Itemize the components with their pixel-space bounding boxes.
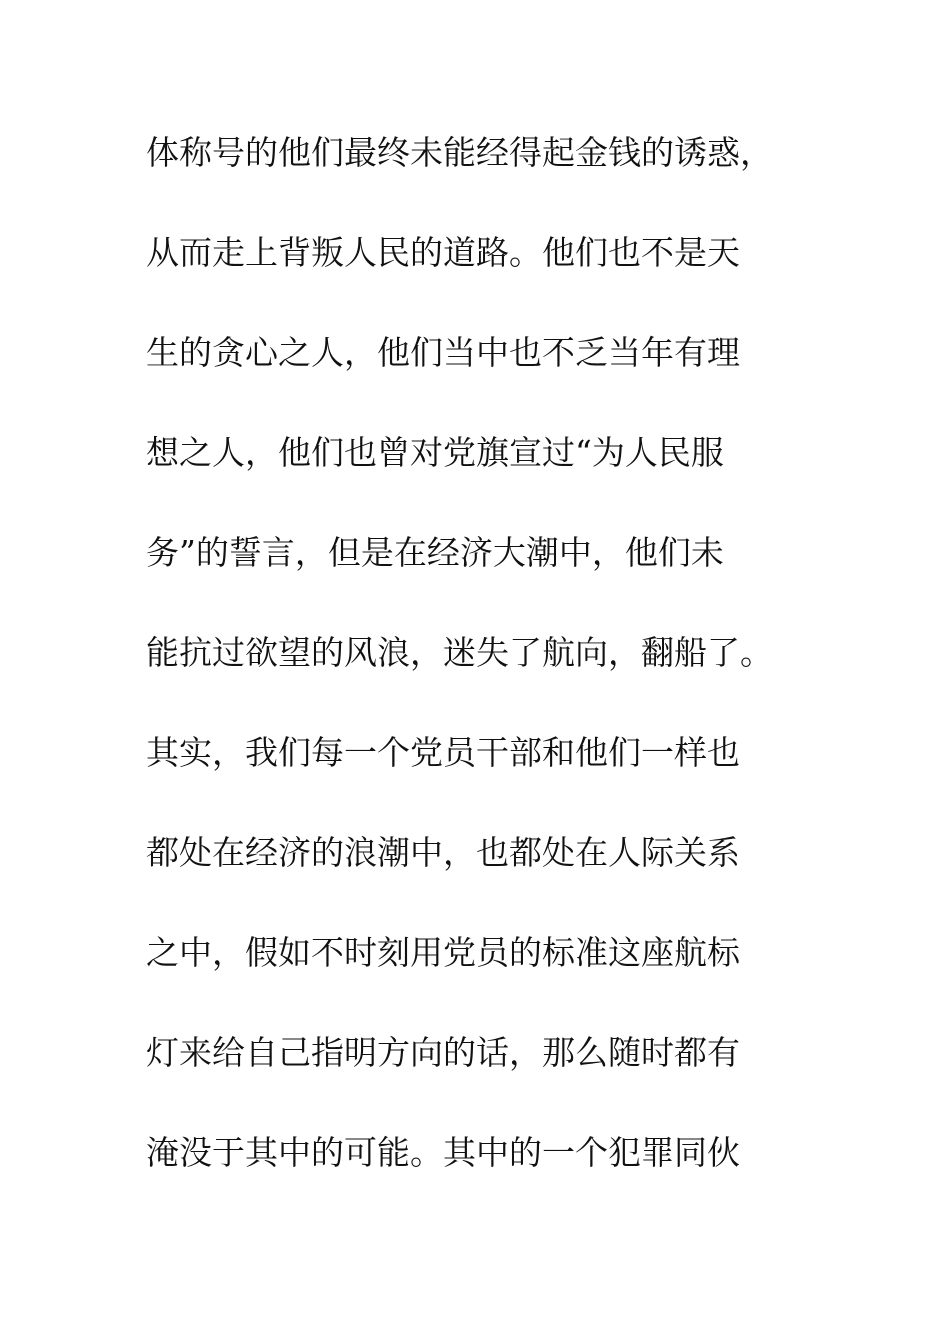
text-line: 其实，我们每一个党员干部和他们一样也: [146, 733, 740, 772]
text-line: 务”的誓言，但是在经济大潮中，他们未: [146, 533, 724, 572]
text-line: 从而走上背叛人民的道路。他们也不是天: [146, 233, 740, 272]
text-line: 都处在经济的浪潮中，也都处在人际关系: [146, 833, 740, 872]
text-line: 能抗过欲望的风浪，迷失了航向，翻船了。: [146, 633, 773, 672]
text-line: 灯来给自己指明方向的话，那么随时都有: [146, 1033, 740, 1072]
text-line: 体称号的他们最终未能经得起金钱的诱惑，: [146, 133, 773, 172]
text-line: 想之人，他们也曾对党旗宣过“为人民服: [146, 433, 724, 472]
text-line: 淹没于其中的可能。其中的一个犯罪同伙: [146, 1133, 740, 1172]
text-line: 之中，假如不时刻用党员的标准这座航标: [146, 933, 740, 972]
text-line: 生的贪心之人，他们当中也不乏当年有理: [146, 333, 740, 372]
body-text: [146, 124, 846, 1224]
